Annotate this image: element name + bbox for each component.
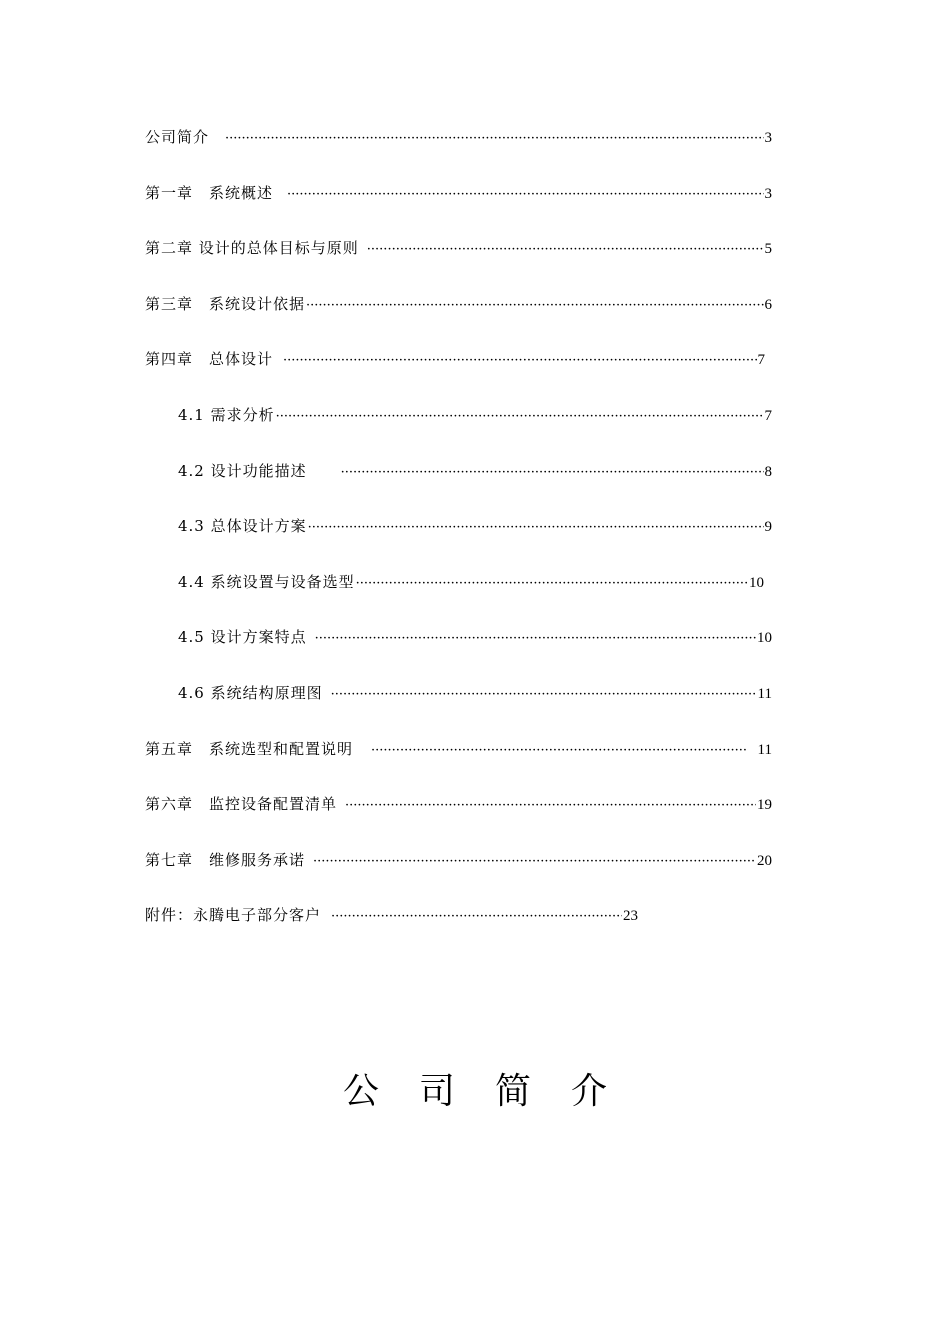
toc-row-4-6[interactable]: [178, 683, 772, 705]
toc-entry-title: 第五章 系统选型和配置说明: [145, 740, 354, 758]
toc-page-number: 10: [749, 575, 764, 591]
toc-row-chapter-7[interactable]: [145, 850, 772, 872]
toc-entry-title: 4.1 需求分析: [178, 406, 275, 424]
toc-leader-dots: [313, 852, 756, 872]
toc-page-number: 19: [757, 797, 772, 813]
toc-entry-title: 4.4 系统设置与设备选型: [178, 573, 355, 591]
toc-row-company-intro[interactable]: [145, 127, 772, 149]
toc-row-4-5[interactable]: [178, 627, 772, 649]
toc-page-number: 23: [623, 908, 638, 924]
toc-row-4-3[interactable]: [178, 516, 772, 538]
toc-leader-dots: [331, 907, 622, 927]
toc-leader-dots: [315, 629, 756, 649]
toc-leader-dots: [276, 407, 764, 427]
toc-entry-title: 第四章 总体设计: [145, 350, 274, 368]
toc-page-number: 3: [764, 186, 772, 202]
toc-row-4-2[interactable]: [178, 461, 772, 483]
toc-page-number: 6: [764, 297, 772, 313]
toc-leader-dots: [356, 574, 748, 594]
toc-entry-title: 第二章 设计的总体目标与原则: [145, 239, 359, 257]
toc-row-appendix[interactable]: [145, 905, 638, 927]
toc-entry-title: 第七章 维修服务承诺: [145, 851, 306, 869]
toc-row-4-4[interactable]: [178, 572, 764, 594]
toc-leader-dots: [345, 796, 756, 816]
toc-leader-dots: [225, 129, 763, 149]
toc-entry-title: 4.3 总体设计方案: [178, 517, 307, 535]
toc-page-number: 8: [764, 464, 772, 480]
toc-page-number: 10: [757, 630, 772, 646]
toc-entry-title: 4.6 系统结构原理图: [178, 684, 323, 702]
toc-row-chapter-4[interactable]: [145, 349, 765, 371]
toc-row-4-1[interactable]: [178, 405, 772, 427]
toc-leader-dots: [371, 741, 748, 761]
toc-leader-dots: [308, 518, 764, 538]
toc-page-number: 5: [764, 241, 772, 257]
toc-row-chapter-3[interactable]: [145, 294, 772, 316]
toc-entry-title: 第六章 监控设备配置清单: [145, 795, 338, 813]
toc-leader-dots: [306, 296, 763, 316]
toc-row-chapter-6[interactable]: [145, 794, 772, 816]
toc-page-number: 11: [757, 742, 772, 758]
toc-leader-dots: [341, 463, 764, 483]
toc-entry-title: 第一章 系统概述: [145, 184, 274, 202]
toc-leader-dots: [283, 351, 756, 371]
toc-page-number: 11: [757, 686, 772, 702]
toc-page-number: 9: [764, 519, 772, 535]
toc-row-chapter-1[interactable]: [145, 183, 772, 205]
toc-leader-dots: [331, 685, 757, 705]
toc-entry-title: 第三章 系统设计依据: [145, 295, 306, 313]
toc-page-number: 7: [757, 352, 765, 368]
toc-entry-title: 公司简介: [145, 128, 210, 146]
toc-page-number: 20: [757, 853, 772, 869]
toc-leader-dots: [287, 185, 763, 205]
section-heading: 公司简介: [342, 1071, 647, 1112]
toc-page-number: 7: [764, 408, 772, 424]
toc-entry-title: 附件：永腾电子部分客户: [145, 906, 322, 924]
toc-page-number: 3: [764, 130, 772, 146]
toc-entry-title: 4.2 设计功能描述: [178, 462, 307, 480]
toc-entry-title: 4.5 设计方案特点: [178, 628, 307, 646]
toc-row-chapter-2[interactable]: [145, 238, 772, 260]
toc-row-chapter-5[interactable]: [145, 739, 772, 761]
toc-leader-dots: [367, 240, 764, 260]
